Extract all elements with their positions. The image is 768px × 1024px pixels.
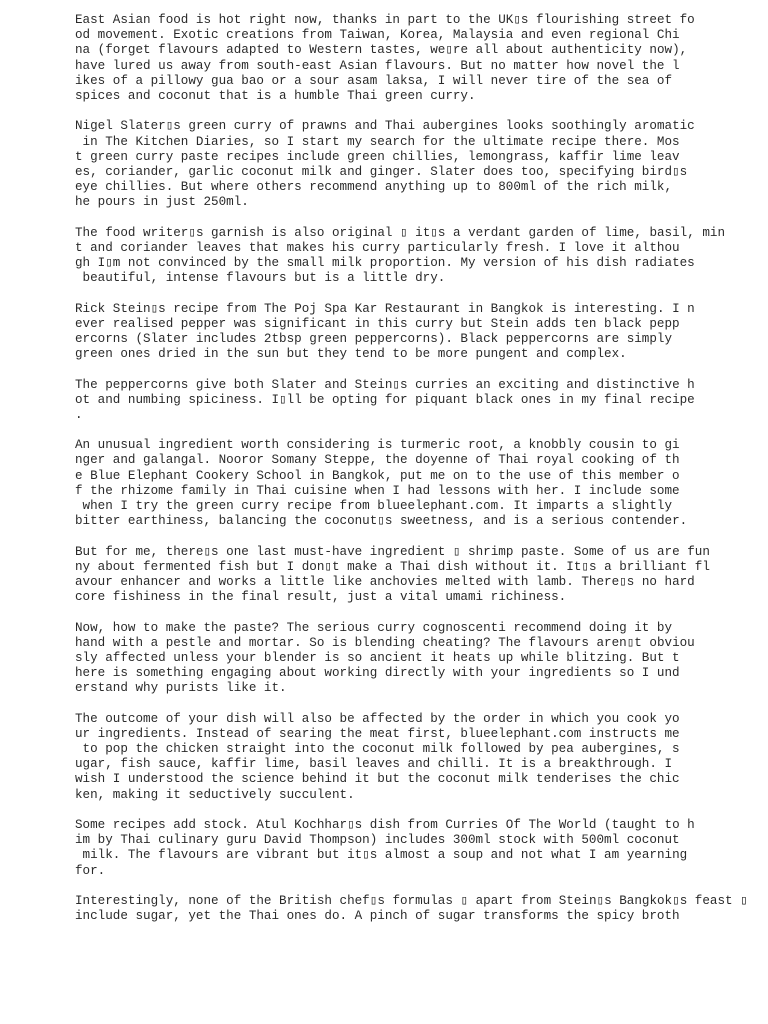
- text-line: t green curry paste recipes include green chillies, lemongrass, kaffir lime leav: [75, 149, 680, 164]
- text-line: in The Kitchen Diaries, so I start my search for the ultimate recipe there. Mos: [75, 134, 680, 149]
- text-line: to pop the chicken straight into the coconut milk followed by pea aubergines, s: [75, 742, 680, 756]
- paragraph: [75, 378, 735, 424]
- text-line: ur ingredients. Instead of searing the meat first, blueelephant.com instructs me: [75, 726, 680, 741]
- text-line: t and coriander leaves that makes his curry particularly fresh. I love it althou: [75, 240, 680, 255]
- text-line: eye chillies. But where others recommend anything up to 800ml of the rich milk,: [75, 180, 673, 195]
- text-line: ikes of a pillowy gua bao or a sour asam laksa, I will never tire of the sea of: [75, 73, 673, 88]
- text-line: But for me, there▯s one last must-have ingredient ▯ shrimp paste. Some of us are fun: [75, 544, 710, 559]
- text-line: Rick Stein▯s recipe from The Poj Spa Kar Restaurant in Bangkok is interesting. I n: [75, 301, 695, 316]
- text-line: Some recipes add stock. Atul Kochhar▯s dish from Curries Of The World (taught to h: [75, 817, 695, 832]
- text-line: when I try the green curry recipe from blueelephant.com. It imparts a slightly: [75, 499, 673, 513]
- text-line: The food writer▯s garnish is also original ▯ it▯s a verdant garden of lime, basil, min: [75, 225, 726, 240]
- paragraph: [75, 893, 748, 924]
- paragraph: [75, 712, 735, 803]
- text-line: es, coriander, garlic coconut milk and ginger. Slater does too, specifying bird▯s: [75, 164, 688, 179]
- text-line: sly affected unless your blender is so ancient it heats up while blitzing. But t: [75, 650, 680, 665]
- text-line: Now, how to make the paste? The serious curry cognoscenti recommend doing it by: [75, 620, 673, 635]
- text-line: milk. The flavours are vibrant but it▯s almost a soup and not what I am yearning: [75, 848, 688, 863]
- text-line: ot and numbing spiciness. I▯ll be opting for piquant black ones in my final recipe: [75, 392, 695, 407]
- document-body: [75, 13, 748, 939]
- paragraph: [75, 119, 735, 210]
- paragraph: [75, 545, 735, 606]
- text-line: erstand why purists like it.: [75, 681, 287, 696]
- paragraph: [75, 302, 735, 363]
- text-line: for.: [75, 863, 106, 878]
- text-line: East Asian food is hot right now, thanks in part to the UK▯s flourishing street fo: [75, 13, 695, 27]
- text-line: here is something engaging about working directly with your ingredients so I und: [75, 666, 680, 681]
- text-line: Interestingly, none of the British chef▯s formulas ▯ apart from Stein▯s Bangkok▯s feast ▯: [75, 893, 748, 908]
- text-line: core fishiness in the final result, just a vital umami richiness.: [75, 590, 567, 605]
- text-line: na (forget flavours adapted to Western tastes, we▯re all about authenticity now),: [75, 43, 688, 58]
- text-line: ercorns (Slater includes 2tbsp green peppercorns). Black peppercorns are simply: [75, 331, 673, 346]
- text-line: The peppercorns give both Slater and Stein▯s curries an exciting and distinctive h: [75, 377, 695, 392]
- text-line: bitter earthiness, balancing the coconut▯s sweetness, and is a serious contender.: [75, 514, 688, 529]
- paragraph: [75, 621, 735, 697]
- paragraph: [75, 438, 735, 529]
- text-line: ny about fermented fish but I don▯t make a Thai dish without it. It▯s a brilliant fl: [75, 559, 710, 574]
- text-line: .: [75, 407, 83, 422]
- text-line: nger and galangal. Nooror Somany Steppe, the doyenne of Thai royal cooking of th: [75, 453, 680, 468]
- text-line: have lured us away from south-east Asian flavours. But no matter how novel the l: [75, 58, 680, 73]
- text-line: im by Thai culinary guru David Thompson) includes 300ml stock with 500ml coconut: [75, 833, 680, 848]
- paragraph: [75, 818, 735, 879]
- text-line: green ones dried in the sun but they tend to be more pungent and complex.: [75, 347, 627, 362]
- text-line: ever realised pepper was significant in this curry but Stein adds ten black pepp: [75, 316, 680, 331]
- text-line: e Blue Elephant Cookery School in Bangkok, put me on to the use of this member o: [75, 468, 680, 483]
- text-line: avour enhancer and works a little like anchovies melted with lamb. There▯s no hard: [75, 574, 695, 589]
- text-line: hand with a pestle and mortar. So is blending cheating? The flavours aren▯t obviou: [75, 635, 695, 650]
- text-line: ugar, fish sauce, kaffir lime, basil leaves and chilli. It is a breakthrough. I: [75, 757, 673, 772]
- text-line: gh I▯m not convinced by the small milk proportion. My version of his dish radiates: [75, 256, 695, 270]
- text-line: An unusual ingredient worth considering is turmeric root, a knobbly cousin to gi: [75, 438, 680, 453]
- text-line: wish I understood the science behind it but the coconut milk tenderises the chic: [75, 772, 680, 787]
- text-line: Nigel Slater▯s green curry of prawns and Thai aubergines looks soothingly aromatic: [75, 119, 695, 134]
- text-line: beautiful, intense flavours but is a little dry.: [75, 271, 446, 286]
- text-line: The outcome of your dish will also be affected by the order in which you cook yo: [75, 711, 680, 726]
- text-line: od movement. Exotic creations from Taiwan, Korea, Malaysia and even regional Chi: [75, 28, 680, 43]
- text-line: include sugar, yet the Thai ones do. A pinch of sugar transforms the spicy broth: [75, 909, 680, 924]
- paragraph: [75, 13, 735, 104]
- text-line: ken, making it seductively succulent.: [75, 787, 355, 802]
- paragraph: [75, 226, 735, 287]
- text-line: he pours in just 250ml.: [75, 195, 249, 210]
- text-line: spices and coconut that is a humble Thai green curry.: [75, 88, 476, 103]
- text-line: f the rhizome family in Thai cuisine when I had lessons with her. I include some: [75, 483, 680, 498]
